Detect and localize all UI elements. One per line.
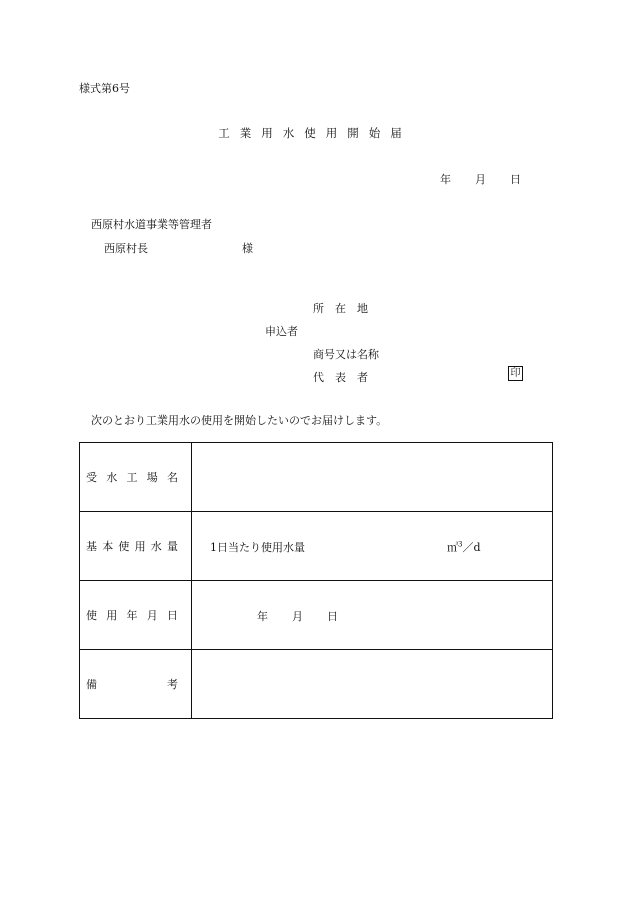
addressee-honorific: 様 xyxy=(242,242,253,255)
row-header xyxy=(80,443,192,512)
row-label-char: 基 xyxy=(86,540,97,553)
remarks-field[interactable] xyxy=(192,650,553,719)
row-label-char: 名 xyxy=(167,471,178,484)
submission-date xyxy=(440,171,521,187)
table-row xyxy=(80,581,553,650)
row-label-char: 量 xyxy=(166,540,178,553)
row-header xyxy=(80,512,192,581)
document-title xyxy=(0,125,630,141)
row-label-char: 受 xyxy=(86,471,97,484)
title-char: 業 xyxy=(239,126,262,140)
date-day: 日 xyxy=(510,173,521,186)
date-year: 年 xyxy=(440,173,451,186)
intro-text: 次のとおり工業用水の使用を開始したいのでお届けします。 xyxy=(91,414,388,427)
applicant-label: 申込者 xyxy=(265,325,298,338)
row-label-char: 日 xyxy=(167,609,178,622)
title-char: 届 xyxy=(390,126,412,140)
addressee-person: 西原村長 xyxy=(104,242,148,255)
row-label-char: 水 xyxy=(150,540,162,553)
row-label-char: 場 xyxy=(146,471,158,484)
row-label-char: 備 xyxy=(86,678,97,691)
title-char: 使 xyxy=(304,126,326,140)
receiving-factory-field[interactable] xyxy=(192,443,553,512)
form-number: 様式第6号 xyxy=(79,82,130,95)
table-row xyxy=(80,443,553,512)
title-char: 工 xyxy=(218,126,240,140)
row-label-char: 本 xyxy=(102,540,114,553)
representative-label: 代 表 者 xyxy=(313,371,368,384)
table-row xyxy=(80,650,553,719)
basic-water-volume-field[interactable] xyxy=(192,512,553,581)
row-label-char: 考 xyxy=(167,678,178,691)
address-label: 所 在 地 xyxy=(313,302,368,315)
title-char: 開 xyxy=(347,126,369,140)
addressee-organization: 西原村水道事業等管理者 xyxy=(91,218,212,231)
usage-date: 年 月 日 xyxy=(257,610,338,623)
seal-mark: 印 xyxy=(508,366,523,381)
usage-date-field[interactable] xyxy=(192,581,553,650)
row-header xyxy=(80,650,192,719)
row-label-char: 水 xyxy=(106,471,118,484)
row-label-char: 用 xyxy=(106,609,118,622)
title-char: 始 xyxy=(368,126,391,140)
row-label-char: 月 xyxy=(146,609,158,622)
title-char: 水 xyxy=(282,126,305,140)
row-label-char: 工 xyxy=(126,471,138,484)
row-label-char: 使 xyxy=(86,609,97,622)
company-name-label: 商号又は名称 xyxy=(313,348,379,361)
row-label-char: 年 xyxy=(126,609,138,622)
table-row xyxy=(80,512,553,581)
row-label-char: 用 xyxy=(134,540,146,553)
unit-label: ㎥$^3$／d xyxy=(447,540,481,554)
date-month: 月 xyxy=(475,173,486,186)
row-header xyxy=(80,581,192,650)
row-label-char: 使 xyxy=(118,540,130,553)
title-char: 用 xyxy=(325,126,348,140)
daily-volume-label: 1日当たり使用水量 xyxy=(210,541,305,554)
title-char: 用 xyxy=(261,126,283,140)
application-table xyxy=(79,442,553,719)
